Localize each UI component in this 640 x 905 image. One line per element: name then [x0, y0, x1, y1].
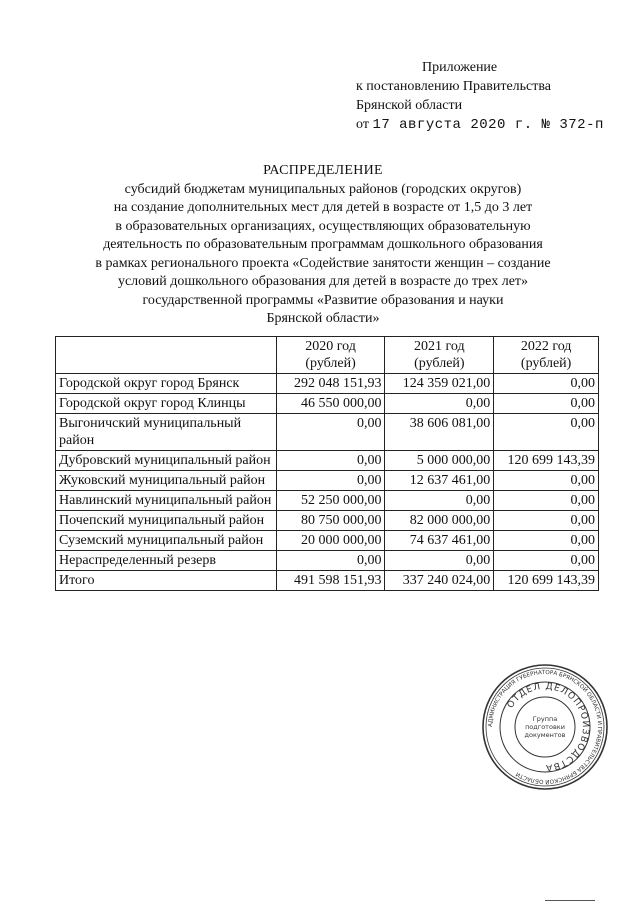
table-row: [56, 471, 599, 491]
distribution-table: [55, 336, 599, 591]
table-row: [56, 374, 599, 394]
header-year: 2020 год: [305, 339, 356, 354]
value-2020: 80 750 000,00: [276, 511, 385, 531]
row-name: Почепский муниципальный район: [56, 511, 277, 531]
header-2021: [385, 337, 494, 374]
table-row: [56, 551, 599, 571]
title-line: в рамках регионального проекта «Содействие занятости женщин – создание: [95, 255, 551, 271]
value-2020: 20 000 000,00: [276, 531, 385, 551]
row-name: Суземский муниципальный район: [56, 531, 277, 551]
value-2021: 0,00: [385, 491, 494, 511]
appendix-block: [356, 58, 604, 135]
value-2021: 124 359 021,00: [385, 374, 494, 394]
table-row: [56, 414, 599, 451]
title-line: деятельность по образовательным программам дошкольного образования: [103, 237, 543, 252]
value-2021: 5 000 000,00: [385, 451, 494, 471]
title-line: условий дошкольного образования для детей в возрасте до трех лет»: [117, 274, 529, 289]
table-row: [56, 511, 599, 531]
value-2022: 0,00: [494, 531, 599, 551]
value-2020: 0,00: [276, 551, 385, 571]
table-row: [56, 451, 599, 471]
value-2020: 0,00: [276, 414, 385, 451]
value-2021: 74 637 461,00: [385, 531, 494, 551]
stamp-center-line: подготовки: [525, 723, 565, 731]
appendix-line-3: Брянской области: [356, 98, 463, 113]
title-line: субсидий бюджетам муниципальных районов (городских округов): [124, 181, 522, 197]
value-2022: 120 699 143,39: [494, 451, 599, 471]
value-2020: 0,00: [276, 471, 385, 491]
document-title: [40, 162, 606, 329]
appendix-line-1: Приложение: [422, 60, 498, 75]
header-unit: (рублей): [305, 356, 356, 371]
header-2020: [276, 337, 385, 374]
appendix-date: [356, 115, 604, 135]
row-name: Городской округ город Клинцы: [56, 394, 277, 414]
row-name: Выгоничский муниципальный район: [56, 414, 277, 451]
appendix-line-2: к постановлению Правительства: [356, 79, 552, 94]
value-2022: 0,00: [494, 551, 599, 571]
title-line: Брянской области»: [266, 311, 380, 326]
value-2022: 0,00: [494, 374, 599, 394]
title-line: в образовательных организациях, осуществляющих образовательную: [115, 218, 531, 234]
row-name: Жуковский муниципальный район: [56, 471, 277, 491]
appendix-date-value: 17 августа 2020 г. № 372-п: [372, 117, 604, 133]
value-2021: 82 000 000,00: [385, 511, 494, 531]
table-row: [56, 531, 599, 551]
stamp-outer-text: АДМИНИСТРАЦИЯ ГУБЕРНАТОРА БРЯНСКОЙ ОБЛАСТИ И ПРАВИТЕЛЬСТВА БРЯНСКОЙ ОБЛАСТИ: [487, 669, 603, 785]
header-2022: [494, 337, 599, 374]
row-name: Навлинский муниципальный район: [56, 491, 277, 511]
table-row: [56, 491, 599, 511]
row-name: Нераспределенный резерв: [56, 551, 277, 571]
value-2020: 46 550 000,00: [276, 394, 385, 414]
table-header-row: [56, 337, 599, 374]
bottom-scan-mark: [545, 900, 595, 901]
value-2020: 292 048 151,93: [276, 374, 385, 394]
value-2022: 0,00: [494, 491, 599, 511]
official-stamp: [480, 662, 610, 792]
header-empty: [56, 337, 277, 374]
stamp-center-line: документов: [524, 731, 566, 739]
value-2021: 0,00: [385, 394, 494, 414]
row-name: Итого: [56, 571, 277, 591]
value-2021: 38 606 081,00: [385, 414, 494, 451]
value-2022: 0,00: [494, 511, 599, 531]
table-row: [56, 394, 599, 414]
value-2020: 0,00: [276, 451, 385, 471]
title-heading: РАСПРЕДЕЛЕНИЕ: [263, 163, 383, 178]
row-name: Дубровский муниципальный район: [56, 451, 277, 471]
header-year: 2022 год: [520, 339, 572, 354]
stamp-inner-text: ОТДЕЛ ДЕЛОПРОИЗВОДСТВА: [505, 681, 591, 773]
value-2022: 0,00: [494, 471, 599, 491]
row-name: Городской округ город Брянск: [56, 374, 277, 394]
value-2021: 12 637 461,00: [385, 471, 494, 491]
stamp-center-line: Группа: [532, 715, 558, 723]
appendix-date-prefix: от: [356, 117, 369, 132]
value-2022: 0,00: [494, 414, 599, 451]
value-2022: 0,00: [494, 394, 599, 414]
table-row-total: [56, 571, 599, 591]
value-2021: 0,00: [385, 551, 494, 571]
value-2022: 120 699 143,39: [494, 571, 599, 591]
title-line: на создание дополнительных мест для детей в возрасте от 1,5 до 3 лет: [113, 200, 533, 215]
value-2020: 491 598 151,93: [276, 571, 385, 591]
header-unit: (рублей): [414, 356, 465, 371]
value-2020: 52 250 000,00: [276, 491, 385, 511]
stamp-seal-icon: [480, 662, 610, 792]
header-year: 2021 год: [414, 339, 465, 354]
header-unit: (рублей): [520, 356, 572, 371]
title-line: государственной программы «Развитие образования и науки: [142, 292, 504, 308]
value-2021: 337 240 024,00: [385, 571, 494, 591]
